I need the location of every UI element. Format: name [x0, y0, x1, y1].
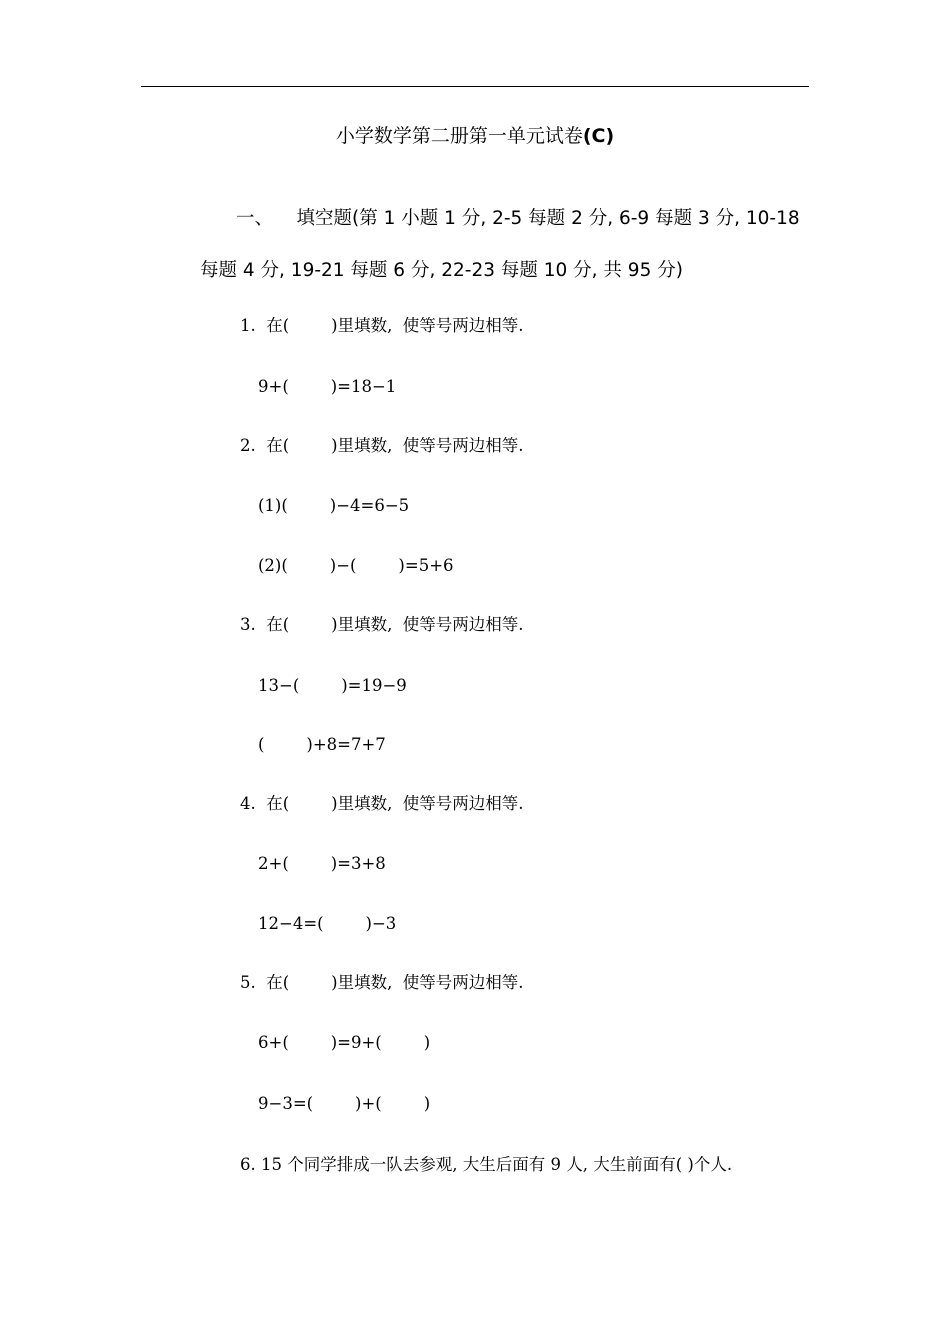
- question-2-prompt: 2. 在( )里填数, 使等号两边相等.: [240, 436, 524, 455]
- question-3-equation-2: ( )+8=7+7: [258, 735, 386, 754]
- top-rule: [141, 86, 809, 87]
- question-2-equation-2: (2)( )−( )=5+6: [258, 556, 454, 575]
- title-suffix: (C): [582, 125, 615, 147]
- question-5-prompt: 5. 在( )里填数, 使等号两边相等.: [240, 973, 524, 992]
- question-1-equation-1: 9+( )=18−1: [258, 377, 397, 396]
- question-4-prompt: 4. 在( )里填数, 使等号两边相等.: [240, 794, 524, 813]
- question-4-equation-2: 12−4=( )−3: [258, 914, 397, 933]
- question-6-text: 6. 15 个同学排成一队去参观, 大生后面有 9 人, 大生前面有( )个人.: [240, 1155, 733, 1174]
- question-5-equation-1: 6+( )=9+( ): [258, 1033, 431, 1052]
- question-1-prompt: 1. 在( )里填数, 使等号两边相等.: [240, 316, 524, 335]
- title-main: 小学数学第二册第一单元试卷: [335, 125, 583, 147]
- section-number: 一、: [236, 208, 274, 229]
- question-2-equation-1: (1)( )−4=6−5: [258, 496, 410, 515]
- section-text: 填空题(第 1 小题 1 分, 2-5 每题 2 分, 6-9 每题 3 分, 10-18 每题 4 分, 19-21 每题 6 分, 22-23 每题 10 分, 共 95 分): [200, 208, 800, 281]
- question-4-equation-1: 2+( )=3+8: [258, 854, 386, 873]
- question-3-equation-1: 13−( )=19−9: [258, 676, 407, 695]
- page-title: [0, 122, 950, 150]
- question-5-equation-2: 9−3=( )+( ): [258, 1094, 431, 1113]
- question-3-prompt: 3. 在( )里填数, 使等号两边相等.: [240, 615, 524, 634]
- section-heading: [200, 193, 810, 297]
